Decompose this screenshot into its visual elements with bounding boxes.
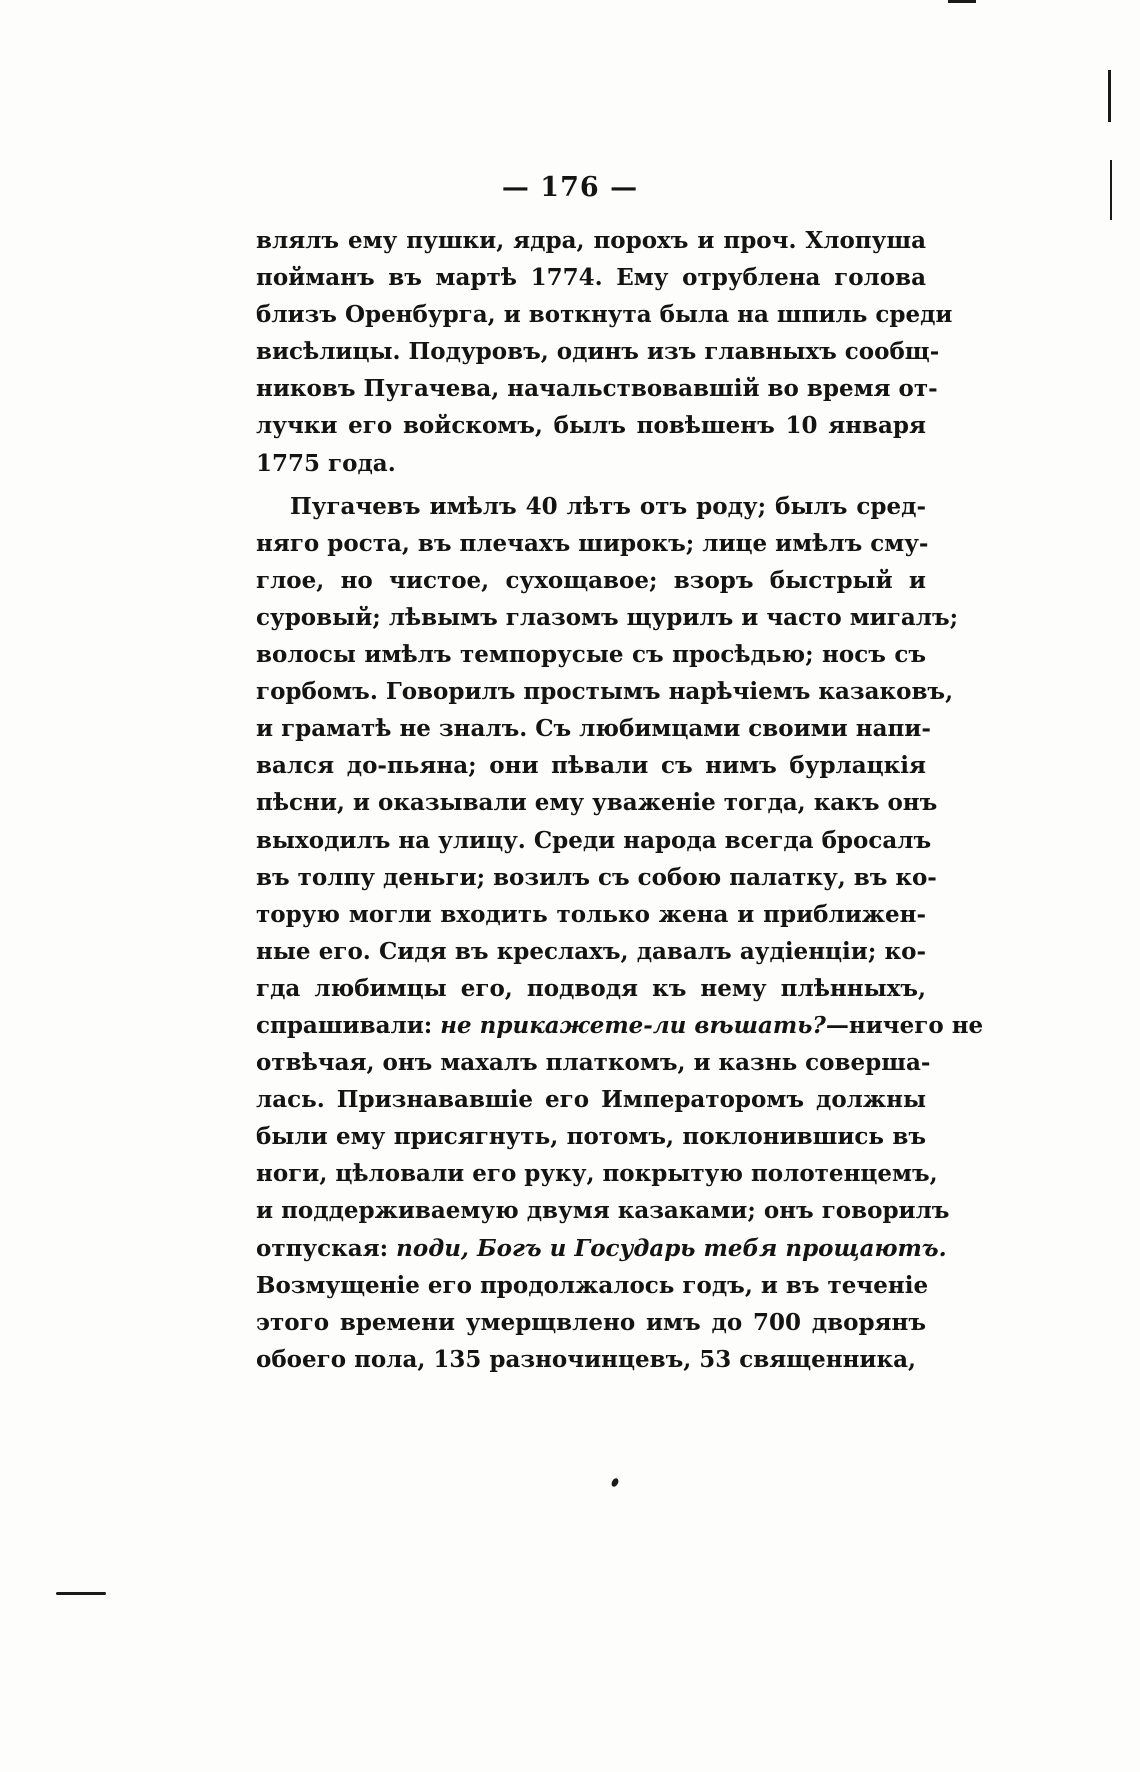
text-line	[256, 445, 926, 482]
text-line	[256, 222, 926, 259]
text-line	[256, 1304, 926, 1341]
text-run: —ничего не	[825, 1011, 984, 1039]
text-run: отпуская:	[256, 1234, 397, 1262]
text-line	[256, 1118, 926, 1155]
text-run: этого времени умерщвлено имъ до 700 дворянъ	[256, 1308, 926, 1336]
text-line	[256, 296, 953, 333]
text-line	[256, 970, 926, 1007]
text-run: выходилъ на улицу. Среди народа всегда бросалъ	[256, 826, 932, 854]
text-line	[256, 1341, 926, 1378]
text-run: никовъ Пугачева, начальствовавшiй во время от-	[256, 375, 938, 403]
page-number: — 176 —	[501, 172, 639, 203]
text-run: въ толпу деньги; возилъ съ собою палатку, въ ко-	[256, 863, 937, 891]
text-line	[256, 636, 926, 673]
text-line	[256, 259, 926, 296]
text-line	[256, 1267, 929, 1304]
text-run: влялъ ему пушки, ядра, порохъ и проч. Хлопуша	[256, 227, 926, 254]
text-run: и поддерживаемую двумя казаками; онъ говорилъ	[256, 1197, 950, 1225]
text-run: горбомъ. Говорилъ простымъ нарѣчiемъ казаковъ,	[256, 678, 954, 706]
text-line	[256, 333, 940, 370]
text-run: отвѣчая, онъ махалъ платкомъ, и казнь соверша-	[256, 1049, 931, 1077]
scan-speck	[948, 0, 976, 3]
text-run: спрашивали:	[256, 1011, 441, 1039]
text-line	[256, 822, 932, 859]
text-run: лась. Признававшiе его Императоромъ должны	[256, 1086, 926, 1114]
text-run: 1775 года.	[256, 449, 396, 477]
text-line	[256, 1155, 938, 1192]
text-line	[256, 896, 926, 933]
text-run: волосы имѣлъ темпорусые съ просѣдью; носъ съ	[256, 641, 926, 669]
text-run: были ему присягнуть, потомъ, поклонившись въ	[256, 1123, 926, 1151]
text-run: Пугачевъ имѣлъ 40 лѣтъ отъ роду; былъ сред-	[290, 492, 926, 520]
text-line	[256, 710, 931, 747]
text-line	[256, 525, 929, 562]
italic-text: поди, Богъ и Государь тебя прощаютъ.	[396, 1234, 947, 1262]
text-line	[256, 1230, 947, 1267]
text-line	[256, 933, 926, 970]
text-run: лучки его войскомъ, былъ повѣшенъ 10 января	[256, 412, 926, 440]
paragraph	[256, 222, 953, 482]
text-run: глое, но чистое, сухощавое; взоръ быстрый и	[256, 566, 926, 594]
text-line	[256, 1081, 926, 1118]
text-run: торую могли входить только жена и приближен-	[256, 900, 926, 928]
text-run: ноги, цѣловали его руку, покрытую полотенцемъ,	[256, 1160, 938, 1188]
text-run: обоего пола, 135 разночинцевъ, 53 священника,	[256, 1345, 917, 1373]
text-line	[256, 859, 937, 896]
text-line	[256, 1044, 931, 1081]
text-run: ные его. Сидя въ креслахъ, давалъ аудiенцiи; ко-	[256, 937, 926, 965]
scan-edge-mark	[1108, 70, 1111, 122]
text-run: гда любимцы его, подводя къ нему плѣнныхъ,	[256, 974, 926, 1002]
text-line	[256, 1192, 950, 1229]
text-run: и граматѣ не зналъ. Съ любимцами своими напи-	[256, 715, 931, 743]
text-run: няго роста, въ плечахъ широкъ; лице имѣлъ сму-	[256, 529, 929, 557]
body-text	[256, 222, 984, 1378]
paragraph	[256, 488, 984, 1378]
text-line	[256, 407, 926, 444]
italic-text: не прикажете-ли вѣшать?	[440, 1011, 826, 1039]
text-run: Возмущенiе его продолжалось годъ, и въ теченiе	[256, 1271, 929, 1299]
text-run: пойманъ въ мартѣ 1774. Ему отрублена голова	[256, 264, 926, 292]
scan-speck	[610, 1477, 620, 1488]
text-line	[256, 599, 959, 636]
text-line	[256, 673, 954, 710]
text-line	[256, 488, 926, 525]
text-run: вался до-пьяна; они пѣвали съ нимъ бурлацкiя	[256, 752, 926, 780]
text-run: висѣлицы. Подуровъ, одинъ изъ главныхъ сообщ-	[256, 338, 940, 366]
text-line	[256, 562, 926, 599]
text-line	[256, 784, 938, 821]
text-run: близъ Оренбурга, и воткнута была на шпиль среди	[256, 301, 953, 329]
text-line	[256, 370, 938, 407]
scan-edge-mark	[56, 1592, 106, 1595]
text-run: суровый; лѣвымъ глазомъ щурилъ и часто мигалъ;	[256, 603, 959, 631]
scan-edge-mark	[1110, 160, 1112, 220]
text-run: пѣсни, и оказывали ему уваженiе тогда, какъ онъ	[256, 789, 938, 817]
text-line	[256, 747, 926, 784]
text-line	[256, 1007, 984, 1044]
